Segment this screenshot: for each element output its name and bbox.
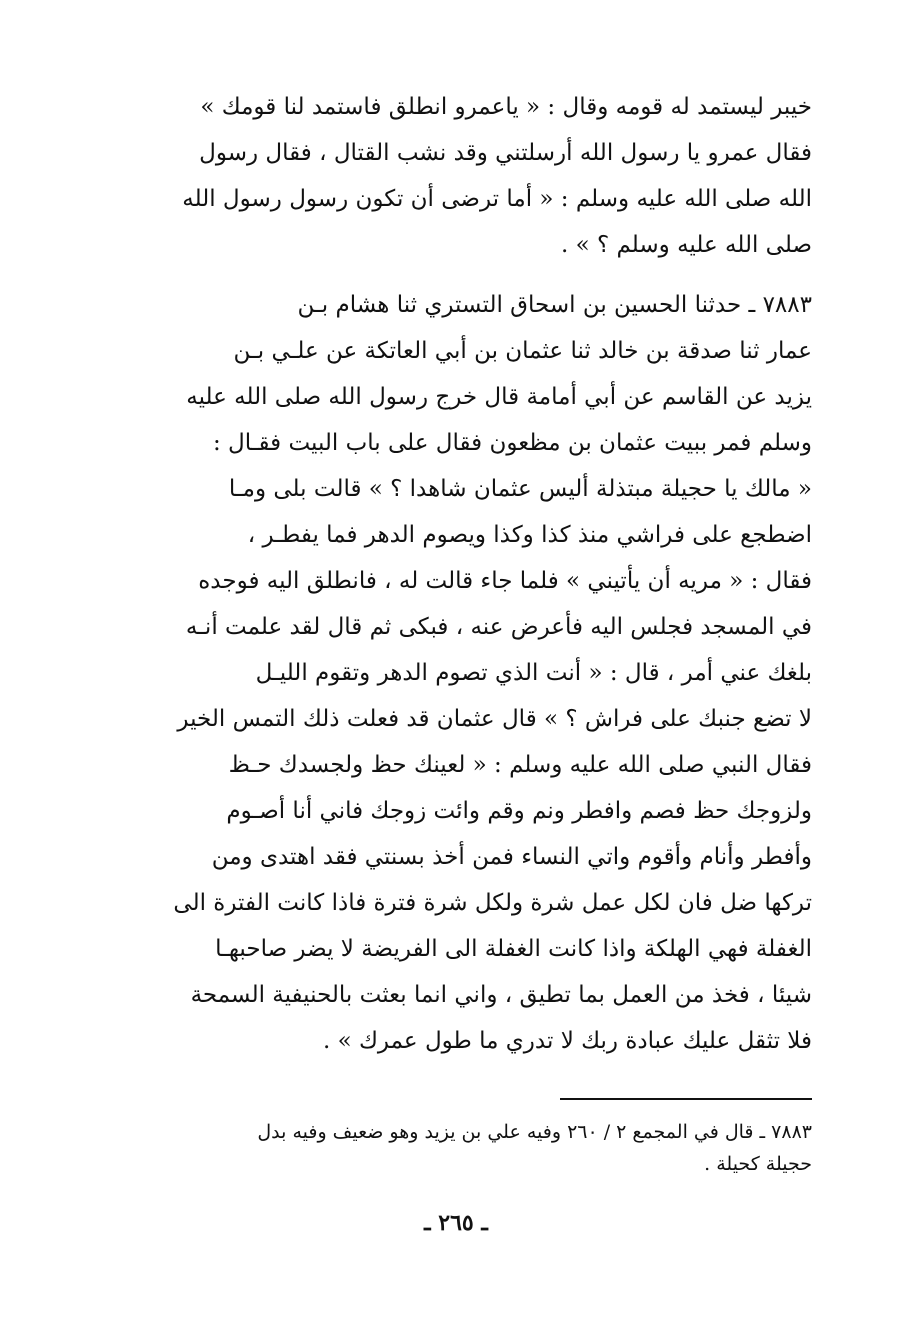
footnote-line: حجيلة كحيلة . (704, 1153, 812, 1175)
text-line: الله صلى الله عليه وسلم : « أما ترضى أن تكون رسول رسول الله (182, 186, 812, 212)
text-line: فقال النبي صلى الله عليه وسلم : « لعينك حظ ولجسدك حـظ (228, 752, 812, 778)
text-line: اضطجع على فراشي منذ كذا وكذا ويصوم الدهر فما يفطـر ، (247, 522, 812, 548)
text-line: عمار ثنا صدقة بن خالد ثنا عثمان بن أبي العاتكة عن علـي بـن (233, 338, 812, 364)
text-line: لا تضع جنبك على فراش ؟ » قال عثمان قد فعلت ذلك التمس الخير (177, 706, 812, 732)
footnote (100, 1116, 812, 1180)
text-line: خيبر ليستمد له قومه وقال : « ياعمرو انطلق فاستمد لنا قومك » (200, 94, 812, 120)
text-line: فقال عمرو يا رسول الله أرسلتني وقد نشب القتال ، فقال رسول (199, 140, 812, 166)
text-line: بلغك عني أمر ، قال : « أنت الذي تصوم الدهر وتقوم الليـل (255, 660, 812, 686)
text-line: صلى الله عليه وسلم ؟ » . (560, 232, 812, 258)
page-number: ـ ٢٦٥ ـ (424, 1210, 488, 1236)
footnote-line: ٧٨٨٣ ـ قال في المجمع ٢ / ٢٦٠ وفيه علي بن يزيد وهو ضعيف وفيه بدل (257, 1121, 812, 1143)
text-line: وأفطر وأنام وأقوم واتي النساء فمن أخذ بسنتي فقد اهتدى ومن (211, 844, 812, 870)
text-line: تركها ضل فان لكل عمل شرة ولكل شرة فترة فاذا كانت الفترة الى (173, 890, 812, 916)
text-line: « مالك يا حجيلة مبتذلة أليس عثمان شاهدا ؟ » قالت بلى ومـا (228, 476, 812, 502)
text-line: فلا تثقل عليك عبادة ربك لا تدري ما طول عمرك » . (322, 1028, 812, 1054)
text-line: الغفلة فهي الهلكة واذا كانت الغفلة الى الفريضة لا يضر صاحبهـا (215, 936, 812, 962)
text-line: ٧٨٨٣ ـ حدثنا الحسين بن اسحاق التستري ثنا هشام بـن (297, 292, 812, 318)
text-line: وسلم فمر ببيت عثمان بن مظعون فقال على باب البيت فقـال : (212, 430, 812, 456)
paragraph-2 (100, 282, 812, 1064)
text-line: يزيد عن القاسم عن أبي أمامة قال خرج رسول الله صلى الله عليه (186, 384, 812, 410)
text-line: شيئا ، فخذ من العمل بما تطيق ، واني انما بعثت بالحنيفية السمحة (190, 982, 812, 1008)
footnote-divider (560, 1098, 812, 1100)
text-line: ولزوجك حظ فصم وافطر ونم وقم وائت زوجك فاني أنا أصـوم (226, 798, 812, 824)
text-line: فقال : « مريه أن يأتيني » فلما جاء قالت له ، فانطلق اليه فوجده (198, 568, 812, 594)
text-line: في المسجد فجلس اليه فأعرض عنه ، فبكى ثم قال لقد علمت أنـه (185, 614, 812, 640)
paragraph-1 (100, 84, 812, 268)
